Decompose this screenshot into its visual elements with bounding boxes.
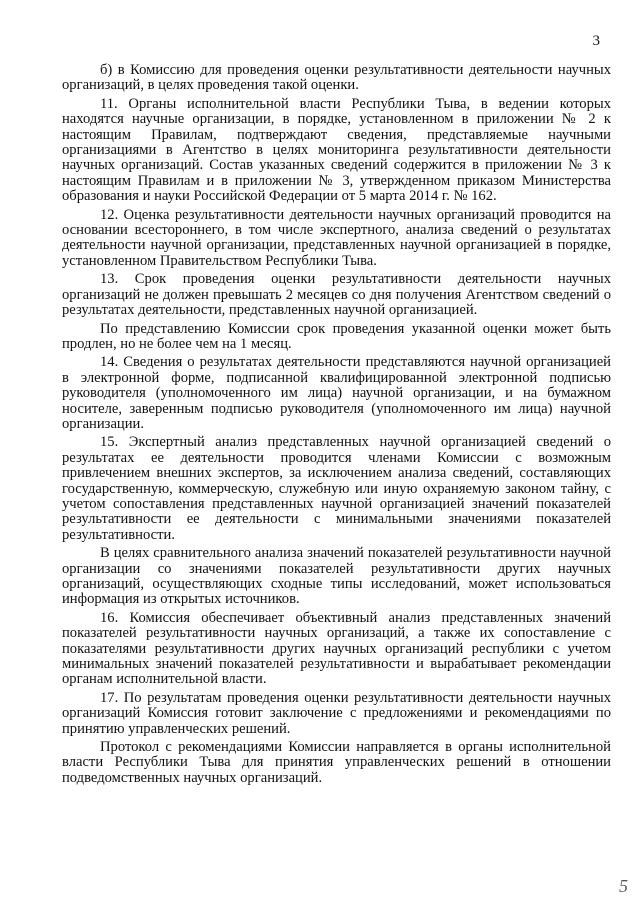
- paragraph-11: 11. Органы исполнительной власти Республики Тыва, в ведении которых находятся научные организации, в порядке, установленном в приложении № 2 к настоящим Правилам, подтверждают сведения, представляемые научными организациями в Агентство в целях мониторинга результативности деятельности научных организаций. Состав указанных сведений содержится в приложении № 3 к настоящим Правилам и в приложении № 3, утвержденном приказом Министерства образования и науки Российской Федерации от 5 марта 2014 г. № 162.: [62, 95, 611, 205]
- paragraph-15-comparative: В целях сравнительного анализа значений показателей результативности научной организации со значениями показателей результативности других научных организаций, осуществляющих сходные типы исследований, может использоваться информация из открытых источников.: [62, 545, 611, 608]
- paragraph-13: 13. Срок проведения оценки результативности деятельности научных организаций не должен превышать 2 месяцев со дня получения Агентством сведений о результатах деятельности, представленных научной организацией.: [62, 271, 611, 319]
- paragraph-16: 16. Комиссия обеспечивает объективный анализ представленных значений показателей результативности научных организаций, а также их сопоставление с показателями результативности других научных организаций республики с учетом минимальных значений показателей результативности и вырабатывает рекомендации органам исполнительной власти.: [62, 609, 611, 688]
- paragraph-12: 12. Оценка результативности деятельности научных организаций проводится на основании всестороннего, в том числе экспертного, анализа сведений о результатах деятельности научной организации, представленных научной организацией в порядке, установленном Правительством Республики Тыва.: [62, 206, 611, 269]
- paragraph-17: 17. По результатам проведения оценки результативности деятельности научных организаций Комиссия готовит заключение с предложениями и рекомендациями по принятию управленческих решений.: [62, 689, 611, 737]
- paragraph-14: 14. Сведения о результатах деятельности представляются научной организацией в электронной форме, подписанной квалифицированной электронной подписью руководителя (уполномоченного им лица) научной организации, и на бумажном носителе, заверенным подписью руководителя (уполномоченного им лица) научной организации.: [62, 354, 611, 432]
- paragraph-b-commission: б) в Комиссию для проведения оценки результативности деятельности научных организаций, в целях проведения такой оценки.: [62, 62, 611, 94]
- paragraph-15: 15. Экспертный анализ представленных научной организацией сведений о результатах ее деятельности проводится членами Комиссии с возможным привлечением внешних экспертов, за исключением анализа сведений, составляющих государственную, коммерческую, служебную или иную охраняемую законом тайну, с учетом сопоставления представленных научной организацией значений показателей результативности ее деятельности с минимальными значениями показателей результативности.: [62, 434, 611, 543]
- page-number: 3: [592, 33, 600, 49]
- document-body: [62, 63, 611, 786]
- paragraph-protocol: Протокол с рекомендациями Комиссии направляется в органы исполнительной власти Республики Тыва для принятия управленческих решений в отношении подведомственных научных организаций.: [62, 739, 611, 786]
- handwritten-page-mark: 5: [619, 876, 628, 896]
- paragraph-13-extension: По представлению Комиссии срок проведения указанной оценки может быть продлен, но не более чем на 1 месяц.: [62, 320, 611, 352]
